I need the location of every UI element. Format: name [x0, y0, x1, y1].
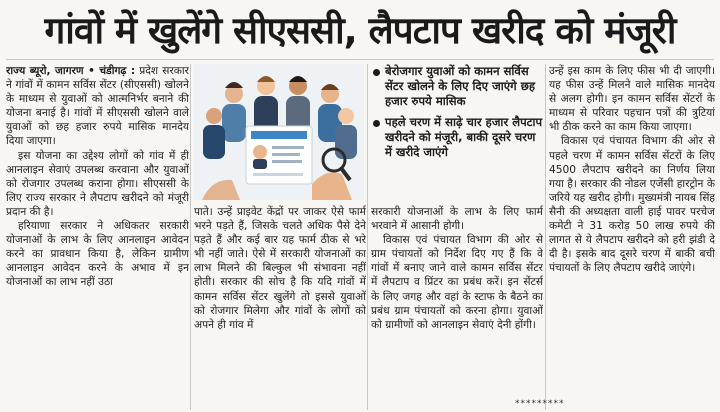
- paragraph: विकास एवं पंचायत विभाग की ओर से ग्राम पंचायतों को निर्देश दिए गए हैं कि वे गांवों में बनाए जाने वाले कामन सर्विस सेंटर में लैपटाप व प्रिंटर का प्रबंध करें। इन सेंटर्स के लिए जगह और वहां के स्टाफ के बैठने का प्रबंध ग्राम पंचायतों को करना होगा। युवाओं को ग्रामीणों को आनलाइन सेवाएं देनी होंगी।: [371, 234, 543, 331]
- highlights-box: [371, 64, 543, 200]
- headline-rule: [6, 59, 714, 60]
- headline: गांवों में खुलेंगे सीएससी, लैपटाप खरीद को मंजूरी: [44, 8, 676, 52]
- paragraph: पाते। उन्हें प्राइवेट केंद्रों पर जाकर ऐसे फार्म भरने पड़ते हैं, जिसके चलते अधिक पैसे देने पड़ते हैं और कई बार यह फार्म ठीक से भरे भी नहीं जाते। ऐसे में सरकारी योजनाओं का लाभ मिलने की बिल्कुल भी संभावना नहीं होती। सरकार की सोच है कि यदि गांवों में कामन सर्विस सेंटर खुलेंगे तो इससे युवाओं को रोजगार मिलेगा और गांवों के लोगों को अपने ही गांव में: [194, 206, 366, 331]
- paragraph: उन्हें इस काम के लिए फीस भी दी जाएगी। यह फीस उन्हें मिलने वाले मासिक मानदेय से अलग होगी। इन कामन सर्विस सेंटरों के माध्यम से परिवार पहचान पत्रों की त्रुटियां भी ठीक करने का काम किया जाएगा।: [549, 65, 715, 134]
- dateline: राज्य ब्यूरो, जागरण • चंडीगढ़ :: [6, 65, 136, 77]
- paragraph: विकास एवं पंचायत विभाग की ओर से पहले चरण में कामन सर्विस सेंटरों के लिए 4500 लैपटाप खरीदने का निर्णय लिया गया है। सरकार की नोडल एजेंसी हारट्रोन के जरिये यह खरीद होगी। मुख्यमंत्री नायब सिंह सैनी की अध्यक्षता वाली हाई पावर परचेज कमेटी ने 31 करोड़ 50 लाख रुपये की लागत से ये लैपटाप खरीदने को हरी झंडी दे दी है। इसके बाद दूसरे चरण में बाकी बची पंचायतों के लिए लैपटाप खरीदे जाएंगे।: [549, 135, 715, 275]
- article-column-1: [6, 64, 189, 410]
- highlight-item: पहले चरण में साढ़े चार हजार लैपटाप खरीदने को मंजूरी, बाकी दूसरे चरण में खरीदे जाएंगे: [371, 115, 543, 160]
- column-divider: [367, 64, 368, 410]
- bullet-icon: [373, 120, 380, 127]
- highlight-item: बेरोजगार युवाओं को कामन सर्विस सेंटर खोलने के लिए दिए जाएंगे छह हजार रुपये मासिक: [371, 64, 543, 109]
- paragraph: हरियाणा सरकार ने अधिकतर सरकारी योजनाओं के लाभ के लिए आनलाइन आवेदन करने का प्रावधान किया है, लेकिन ग्रामीण आनलाइन आवेदन करने के अभाव में इन योजनाओं का लाभ नहीं उठा: [6, 220, 189, 289]
- column-divider: [190, 64, 191, 410]
- illustration-job-candidates: [194, 64, 364, 200]
- paragraph: इस योजना का उद्देश्य लोगों को गांव में ही आनलाइन सेवाएं उपलब्ध करवाना और युवाओं को रोजगार उपलब्ध कराना होगा। सीएससी के लिए राज्य सरकार ने लैपटाप खरीदने को मंजूरी प्रदान की है।: [6, 149, 189, 218]
- paragraph: राज्य ब्यूरो, जागरण • चंडीगढ़ : प्रदेश सरकार ने गांवों में कामन सर्विस सेंटर (सीएससी) खोलने के माध्यम से युवाओं को आत्मनिर्भर बनाने की योजना बनाई है। गांवों में सीएससी खोलने वाले युवाओं को छह हजार रुपये मासिक मानदेय दिया जाएगा।: [6, 65, 189, 148]
- people-with-resume-icon: [194, 64, 364, 200]
- paragraph: सरकारी योजनाओं के लाभ के लिए फार्म भरवाने में आसानी होगी।: [371, 206, 543, 233]
- bullet-icon: [373, 69, 380, 76]
- article-column-3: [371, 205, 543, 410]
- article-column-4: [549, 64, 715, 410]
- article-column-2: [194, 205, 366, 410]
- end-stars: *********: [515, 399, 565, 409]
- column-divider: [545, 64, 546, 410]
